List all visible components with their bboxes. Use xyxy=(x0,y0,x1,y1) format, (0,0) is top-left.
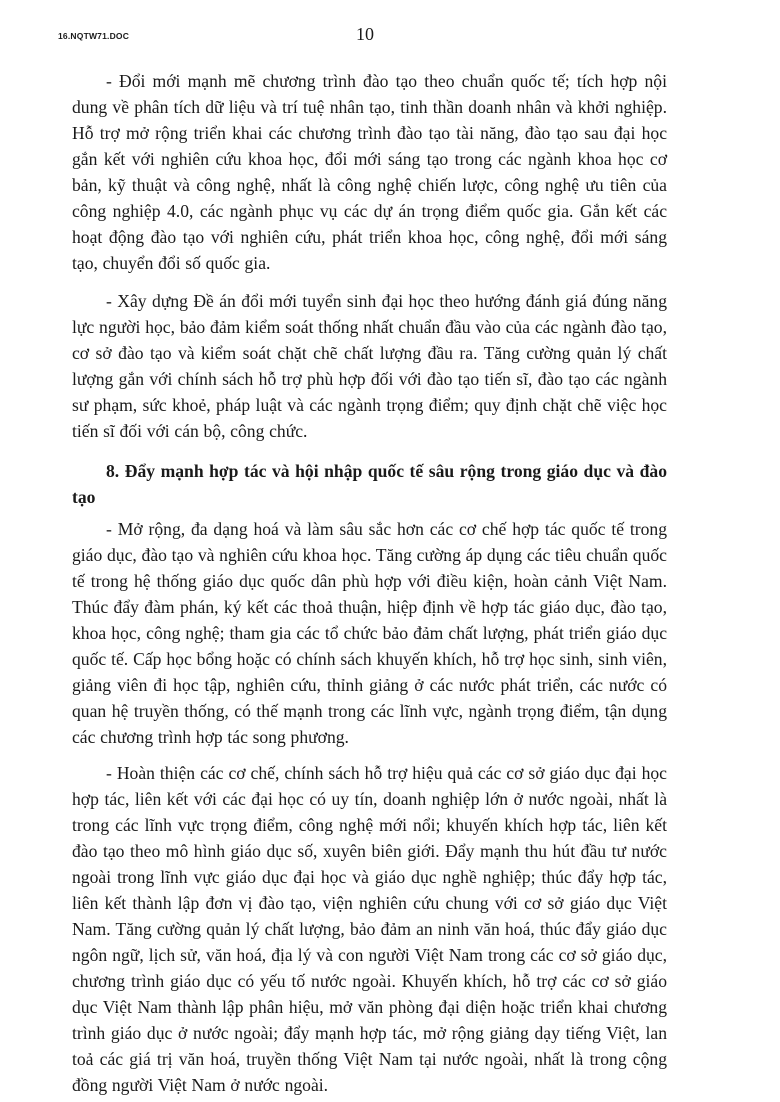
paragraph-admissions-reform: - Xây dựng Đề án đổi mới tuyển sinh đại học theo hướng đánh giá đúng năng lực người học, bảo đảm kiểm soát thống nhất chuẩn đầu vào của các ngành đào tạo, cơ sở đào tạo và kiểm soát chặt chẽ chất lượng đầu ra. Tăng cường quản lý chất lượng gắn với chính sách hỗ trợ phù hợp đối với đào tạo tiến sĩ, đào tạo các ngành sư phạm, sức khoẻ, pháp luật và các ngành trọng điểm; quy định chặt chẽ việc học tiến sĩ đối với cán bộ, công chức. xyxy=(72,291,667,441)
page-number: 10 xyxy=(356,24,374,44)
paragraph-foreign-partnerships: - Hoàn thiện các cơ chế, chính sách hỗ trợ hiệu quả các cơ sở giáo dục đại học hợp tác, liên kết với các đại học có uy tín, doanh nghiệp lớn ở nước ngoài, nhất là trong các lĩnh vực trọng điểm, công nghệ mới nổi; khuyến khích hợp tác, liên kết đào tạo theo mô hình giáo dục số, xuyên biên giới. Đẩy mạnh thu hút đầu tư nước ngoài trong lĩnh vực giáo dục đại học và giáo dục nghề nghiệp; thúc đẩy hợp tác, liên kết thành lập đơn vị đào tạo, viện nghiên cứu chung với cơ sở giáo dục Việt Nam. Tăng cường quản lý chất lượng, bảo đảm an ninh văn hoá, thúc đẩy giáo dục ngôn ngữ, lịch sử, văn hoá, địa lý và con người Việt Nam trong các cơ sở giáo dục, chương trình giáo dục có yếu tố nước ngoài. Khuyến khích, hỗ trợ các cơ sở giáo dục Việt Nam thành lập phân hiệu, mở văn phòng đại diện hoặc triển khai chương trình giáo dục ở nước ngoài; đẩy mạnh hợp tác, mở rộng giảng dạy tiếng Việt, lan toả các giá trị văn hoá, truyền thống Việt Nam tại nước ngoài, nhất là trong cộng đồng người Việt Nam ở nước ngoài. xyxy=(72,763,667,1095)
paragraph-training-programs: - Đổi mới mạnh mẽ chương trình đào tạo theo chuẩn quốc tế; tích hợp nội dung về phân tích dữ liệu và trí tuệ nhân tạo, tinh thần doanh nhân và khởi nghiệp. Hỗ trợ mở rộng triển khai các chương trình đào tạo tài năng, đào tạo sau đại học gắn kết với nghiên cứu khoa học, đổi mới sáng tạo trong các ngành khoa học cơ bản, kỹ thuật và công nghệ, nhất là công nghệ chiến lược, công nghệ ưu tiên của công nghiệp 4.0, các ngành phục vụ các dự án trọng điểm quốc gia. Gắn kết các hoạt động đào tạo với nghiên cứu, phát triển khoa học, công nghệ, đổi mới sáng tạo, chuyển đổi số quốc gia. xyxy=(72,71,667,273)
section-heading: 8. Đẩy mạnh hợp tác và hội nhập quốc tế sâu rộng trong giáo dục và đào tạo xyxy=(72,461,667,507)
document-body xyxy=(72,68,667,1098)
paragraph-international-cooperation: - Mở rộng, đa dạng hoá và làm sâu sắc hơn các cơ chế hợp tác quốc tế trong giáo dục, đào tạo và nghiên cứu khoa học. Tăng cường áp dụng các tiêu chuẩn quốc tế trong hệ thống giáo dục quốc dân phù hợp với điều kiện, hoàn cảnh Việt Nam. Thúc đẩy đàm phán, ký kết các thoả thuận, hiệp định về hợp tác giáo dục, đào tạo, khoa học, công nghệ; tham gia các tổ chức bảo đảm chất lượng, phát triển giáo dục quốc tế. Cấp học bổng hoặc có chính sách khuyến khích, hỗ trợ học sinh, sinh viên, giảng viên đi học tập, nghiên cứu, thỉnh giảng ở các nước phát triển, các nước có quan hệ truyền thống, có thế mạnh trong các lĩnh vực, ngành trọng điểm, tận dụng các chương trình hợp tác song phương. xyxy=(72,519,667,747)
document-file-id: 16.NQTW71.DOC xyxy=(58,31,130,41)
